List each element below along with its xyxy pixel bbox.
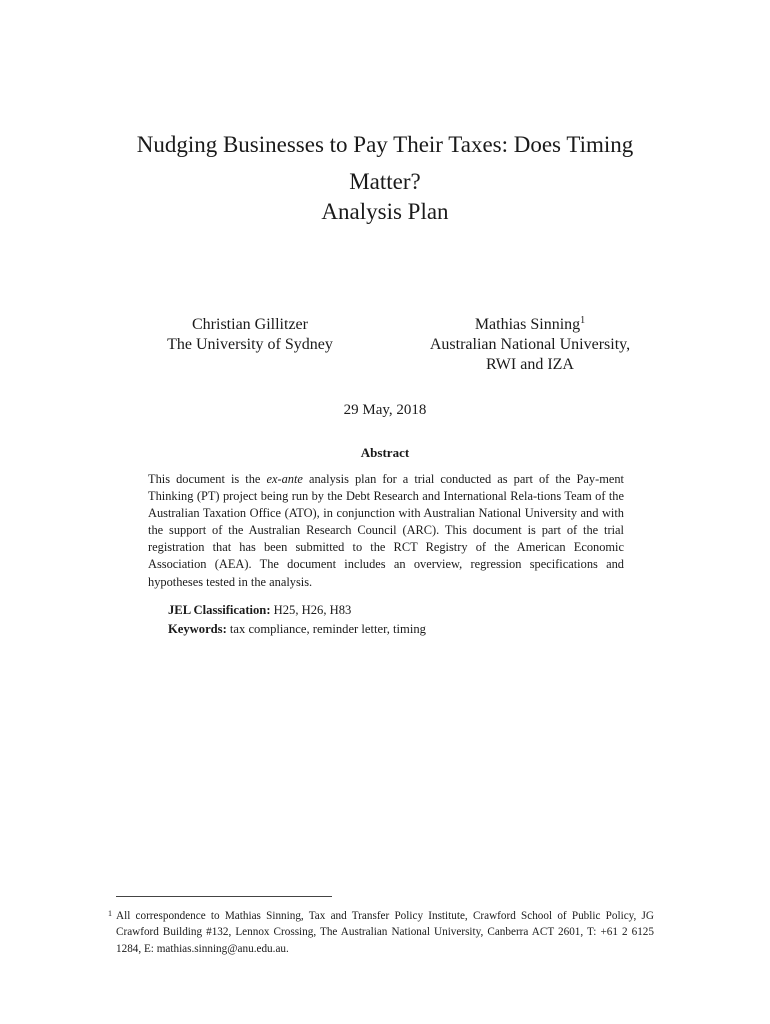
jel-classification xyxy=(168,603,351,618)
author-name: Christian Gillitzer xyxy=(192,316,308,333)
title-line-2: Matter? xyxy=(349,169,421,194)
footnote-marker[interactable]: 1 xyxy=(580,315,586,326)
keywords xyxy=(168,622,426,637)
paper-subtitle: Analysis Plan xyxy=(321,199,449,224)
author-block-2 xyxy=(410,315,650,375)
jel-value: H25, H26, H83 xyxy=(270,603,352,617)
abstract-text-part: This document is the xyxy=(148,472,267,486)
paper-date: 29 May, 2018 xyxy=(343,402,427,418)
abstract-italic-term: ex-ante xyxy=(266,472,303,486)
author-block-1 xyxy=(140,315,360,355)
title-line-1: Nudging Businesses to Pay Their Taxes: Does Timing xyxy=(136,132,634,157)
abstract-text-part: analysis plan for a trial conducted as part of the Pay-ment Thinking (PT) project being run by the Debt Research and International Rela-tions Team of the Australian Taxation Office (ATO), in conjunction with Australian National University and with the support of the Australian Research Council (ARC). This document is part of the trial registration that has been submitted to the RCT Registry of the American Economic Association (AEA). The document includes an overview, regression specifications and hypotheses tested in the analysis. xyxy=(148,472,624,589)
abstract-text xyxy=(148,471,624,591)
paper-title xyxy=(120,126,650,200)
author-name-line xyxy=(410,315,650,335)
author-affiliation: RWI and IZA xyxy=(486,356,574,373)
footnote-mark: 1 xyxy=(108,909,112,918)
footnote xyxy=(108,908,654,957)
abstract-heading: Abstract xyxy=(360,445,410,460)
keywords-value: tax compliance, reminder letter, timing xyxy=(226,622,426,636)
footnote-rule xyxy=(116,896,332,897)
author-name: Mathias Sinning xyxy=(474,316,581,333)
author-affiliation: Australian National University, xyxy=(429,336,631,353)
author-affiliation: The University of Sydney xyxy=(167,336,333,353)
footnote-text: All correspondence to Mathias Sinning, Tax and Transfer Policy Institute, Crawford School of Public Policy, JG Crawford Building #132, Lennox Crossing, The Australian National University, Canberra ACT 2601, T: +61 2 6125 1284, E: mathias.sinning@anu.edu.au. xyxy=(116,910,654,955)
jel-label: JEL Classification: xyxy=(168,603,271,617)
keywords-label: Keywords: xyxy=(168,622,227,636)
